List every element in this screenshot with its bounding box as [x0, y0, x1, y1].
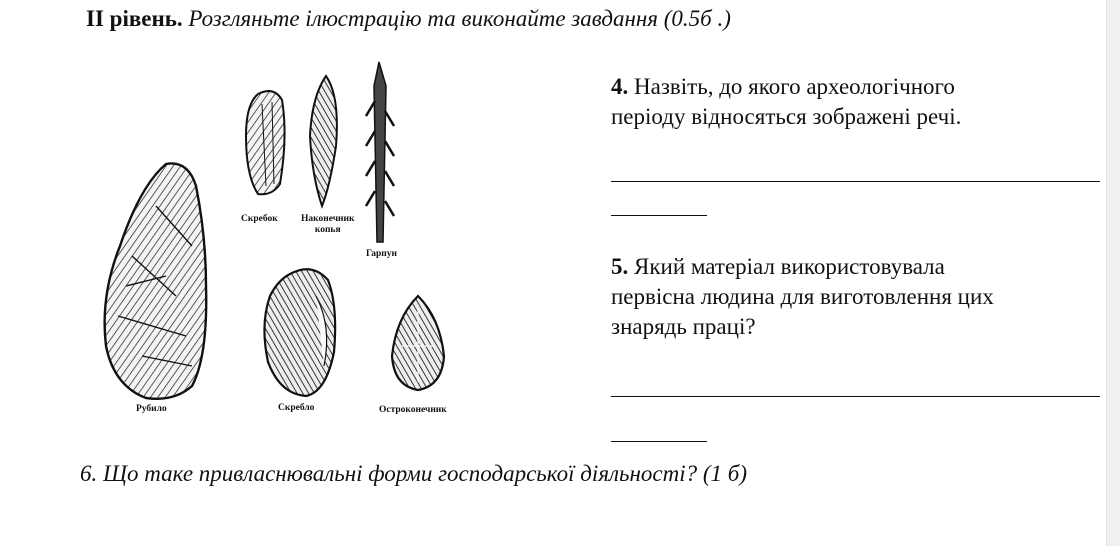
caption-side-scraper: Скребло — [278, 403, 315, 413]
caption-spearhead-line1: Наконечник — [301, 214, 355, 224]
question-4-number: 4. — [611, 74, 629, 99]
question-5-line2: первісна людина для виготовлення цих — [611, 284, 994, 309]
caption-handaxe: Рубило — [136, 404, 167, 414]
spearhead-drawing — [310, 76, 337, 206]
question-5-line1: Який матеріал використовувала — [634, 254, 945, 279]
question-5-line3: знарядь праці? — [611, 314, 756, 339]
question-4-line1: Назвіть, до якого археологічного — [634, 74, 955, 99]
caption-point: Остроконечник — [379, 405, 447, 415]
answer-5-line1[interactable] — [611, 396, 1100, 397]
answer-4-line1[interactable] — [611, 181, 1100, 182]
answer-5-line2[interactable] — [611, 441, 707, 442]
caption-spearhead-line2: копья — [314, 225, 341, 235]
stone-tools-drawing — [96, 56, 496, 426]
level-label: ІІ рівень. — [86, 6, 183, 31]
question-6: 6. Що таке привласнювальні форми господарської діяльності? (1 б) — [80, 461, 748, 486]
question-5-number: 5. — [611, 254, 629, 279]
scraper-drawing — [246, 91, 285, 194]
caption-harpoon: Гарпун — [366, 249, 397, 259]
question-4 — [611, 72, 961, 132]
caption-scraper: Скребок — [241, 214, 278, 224]
question-5 — [611, 252, 994, 342]
caption-spearhead — [301, 214, 354, 236]
answer-4-line2[interactable] — [611, 215, 707, 216]
harpoon-drawing — [366, 62, 394, 242]
question-4-line2: періоду відносяться зображені речі. — [611, 104, 962, 129]
section-heading — [86, 6, 731, 32]
side-scraper-drawing — [264, 269, 335, 396]
point-drawing — [392, 296, 444, 390]
instruction-text: Розгляньте ілюстрацію та виконайте завдання (0.5б .) — [188, 6, 731, 31]
handaxe-drawing — [105, 163, 207, 398]
stone-tools-illustration — [96, 56, 496, 426]
